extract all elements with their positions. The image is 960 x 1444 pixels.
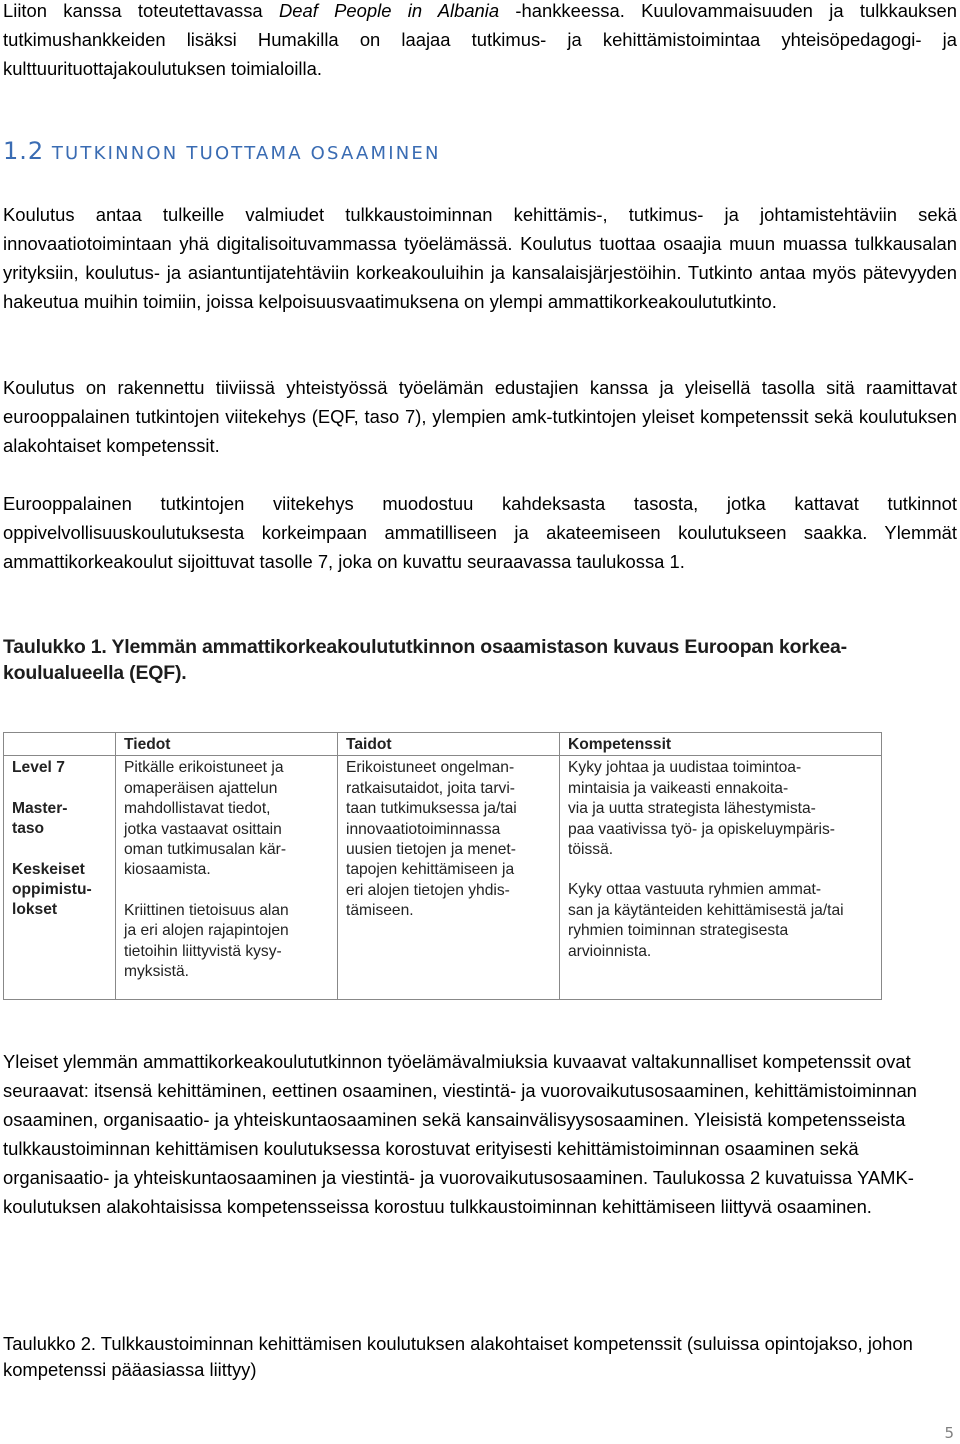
section-number: 1.2: [3, 137, 45, 165]
paragraph-1: Koulutus antaa tulkeille valmiudet tulkkaustoiminnan kehittämis-, tutkimus- ja johtamistehtäviin sekä innovaatiotoimintaan yhä digitalisoituvammassa työelämässä. Koulutus tuottaa osaajia muun muassa tulkkausalan yrityksiin, koulutus- ja asiantuntijatehtäviin korkeakouluihin ja kansalaisjärjestöihin. Tutkinto antaa myös pätevyyden hakeutua muihin toimiin, joissa kelpoisuusvaatimuksena on ylempi ammattikorkeakoulututkinto.: [3, 204, 957, 312]
header-taidot: Taidot: [338, 733, 560, 756]
page-number: 5: [944, 1424, 954, 1442]
section-heading: [3, 137, 441, 165]
taidot-cell: Erikoistuneet ongelman- ratkaisutaidot, joita tarvi- taan tutkimuksessa ja/tai innovaatiotoiminnassa uusien tietojen ja menet- tapojen kehittämiseen ja eri alojen tietojen yhdis- tämiseen.: [338, 756, 560, 1000]
paragraph-2: Koulutus on rakennettu tiiviissä yhteistyössä työelämän edustajien kanssa ja yleisellä tasolla sitä raamittavat eurooppalainen tutkintojen viitekehys (EQF, taso 7), ylempien amk-tutkintojen yleiset kompetenssit sekä koulutuksen alakohtaiset kompetenssit.: [3, 377, 957, 456]
table-header-row: [4, 733, 882, 756]
header-kompetenssit: Kompetenssit: [560, 733, 882, 756]
table-row: [4, 756, 882, 1000]
level-cell: Level 7 Master- taso Keskeiset oppimistu- lokset: [4, 756, 116, 1000]
intro-text-start: Liiton kanssa toteutettavassa: [3, 0, 279, 21]
table2-caption: Taulukko 2. Tulkkaustoiminnan kehittämisen koulutuksen alakohtaiset kompetenssit (suluissa opintojakso, johon kompetenssi pääasiassa liittyy): [3, 1333, 913, 1380]
intro-text-rest: -hankkeessa. Kuulovammaisuuden ja tulkkauksen tutkimushankkeiden lisäksi Humakilla on laajaa tutkimus- ja kehittämistoimintaa yhteisöpedagogi- ja kulttuurituottajakoulutuksen toimialoilla.: [3, 0, 958, 79]
header-empty: [4, 733, 116, 756]
eqf-table: [3, 732, 882, 1000]
kompetenssit-cell: Kyky johtaa ja uudistaa toimintoa- mintaisia ja vaikeasti ennakoita- via ja uutta strategista lähestymista- paa vaativissa työ- ja opiskeluympäris- töissä. Kyky ottaa vastuuta ryhmien ammat- san ja käytänteiden kehittämisestä ja/tai ryhmien toiminnan strategisesta arvioinnista.: [560, 756, 882, 1000]
tiedot-cell: Pitkälle erikoistuneet ja omaperäisen ajattelun mahdollistavat tiedot, jotka vastaavat osittain oman tutkimusalan kär- kiosaamista. Kriittinen tietoisuus alan ja eri alojen rajapintojen tietoihin liittyvistä kysy- myksistä.: [116, 756, 338, 1000]
paragraph-3: Eurooppalainen tutkintojen viitekehys muodostuu kahdeksasta tasosta, jotka kattavat tutkinnot oppivelvollisuuskoulutuksesta korkeimpaan ammatilliseen ja akateemiseen koulutukseen saakka. Ylemmät ammattikorkeakoulut sijoittuvat tasolle 7, joka on kuvattu seuraavassa taulukossa 1.: [3, 493, 957, 572]
section-title: TUTKINNON TUOTTAMA OSAAMINEN: [51, 143, 441, 164]
header-tiedot: Tiedot: [116, 733, 338, 756]
paragraph-after-table: Yleiset ylemmän ammattikorkeakoulututkinnon työelämävalmiuksia kuvaavat valtakunnalliset kompetenssit ovat seuraavat: itsensä kehittäminen, eettinen osaaminen, viestintä- ja vuorovaikutusosaaminen, kehittämistoiminnan osaaminen, organisaatio- ja yhteiskuntaosaaminen sekä kansainvälisyysosaaminen. Yleisistä kompetensseista tulkkaustoiminnan kehittämisen koulutuksessa korostuvat erityisesti kehittämistoiminnan osaaminen sekä organisaatio- ja yhteiskuntaosaaminen ja viestintä- ja vuorovaikutusosaaminen. Taulukossa 2 kuvatuissa YAMK-koulutuksen alakohtaisissa kompetensseissa korostuu tulkkaustoiminnan kehittämiseen liittyvä osaaminen.: [3, 1051, 917, 1217]
table1-caption: Taulukko 1. Ylemmän ammattikorkeakoulututkinnon osaamistason kuvaus Euroopan korkea- koulualueella (EQF).: [3, 636, 847, 684]
intro-paragraph: [3, 0, 957, 83]
intro-project-name: Deaf People in Albania: [278, 0, 500, 21]
